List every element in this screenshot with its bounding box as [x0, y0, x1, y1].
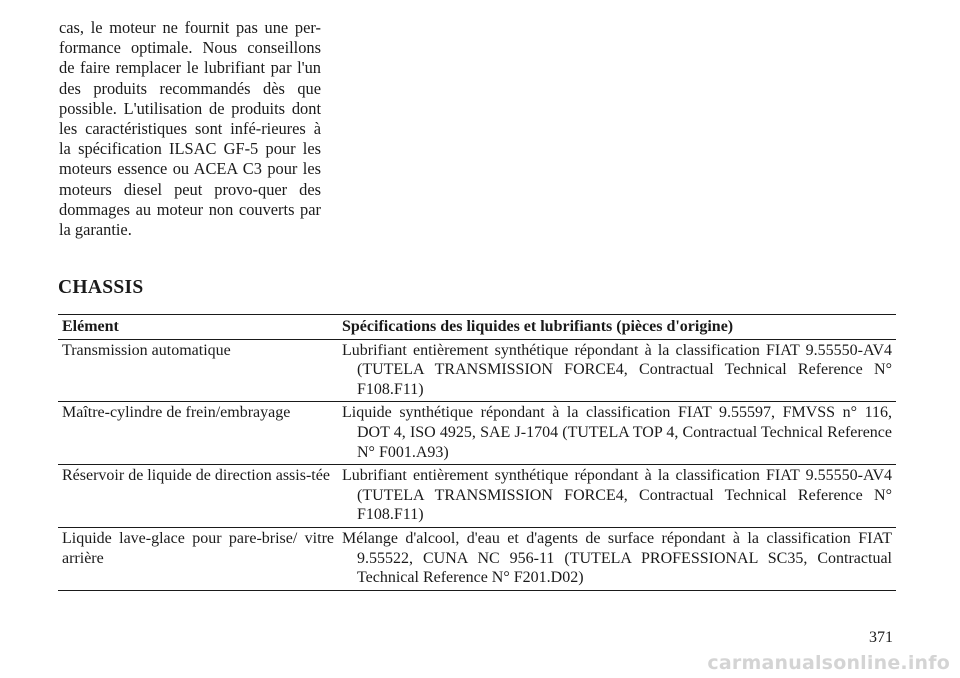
table-row [58, 527, 896, 590]
row-element-cell: Réservoir de liquide de direction assis-tée [58, 465, 338, 528]
row-element-cell: Liquide lave-glace pour pare-brise/ vitre arrière [58, 527, 338, 590]
row-element-cell: Maître-cylindre de frein/embrayage [58, 402, 338, 465]
row-element-cell: Transmission automatique [58, 339, 338, 402]
intro-paragraph: cas, le moteur ne fournit pas une per-formance optimale. Nous conseillons de faire remplacer le lubrifiant par l'un des produits recommandés dès que possible. L'utilisation de produits dont les caractéristiques sont infé-rieures à la spécification ILSAC GF-5 pour les moteurs essence ou ACEA C3 pour les moteurs diesel peut provo-quer des dommages au moteur non couverts par la garantie. [59, 18, 321, 240]
column-header-element: Elément [58, 315, 338, 340]
row-specs-cell: Liquide synthétique répondant à la classification FIAT 9.55597, FMVSS n° 116, DOT 4, ISO 4925, SAE J-1704 (TUTELA TOP 4, Contractual Technical Reference N° F001.A93) [342, 404, 892, 461]
page-number: 371 [869, 629, 893, 646]
row-specs-cell: Mélange d'alcool, d'eau et d'agents de surface répondant à la classification FIAT 9.55522, CUNA NC 956-11 (TUTELA PROFESSIONAL SC35, Contractual Technical Reference N° F201.D02) [342, 529, 892, 587]
fluid-spec-table [58, 314, 896, 591]
column-header-specs: Spécifications des liquides et lubrifiants (pièces d'origine) [338, 315, 896, 340]
table-row [58, 402, 896, 465]
table-row [58, 339, 896, 402]
table-row [58, 465, 896, 528]
row-specs-cell: Lubrifiant entièrement synthétique répondant à la classification FIAT 9.55550-AV4 (TUTELA TRANSMISSION FORCE4, Contractual Technical Reference N° F108.F11) [342, 341, 892, 398]
row-specs-cell: Lubrifiant entièrement synthétique répondant à la classification FIAT 9.55550-AV4 (TUTELA TRANSMISSION FORCE4, Contractual Technical Reference N° F108.F11) [342, 467, 892, 524]
table-header-row [58, 315, 896, 340]
section-title: CHASSIS [58, 277, 144, 298]
watermark-text: carmanualsonline.info [707, 652, 950, 674]
